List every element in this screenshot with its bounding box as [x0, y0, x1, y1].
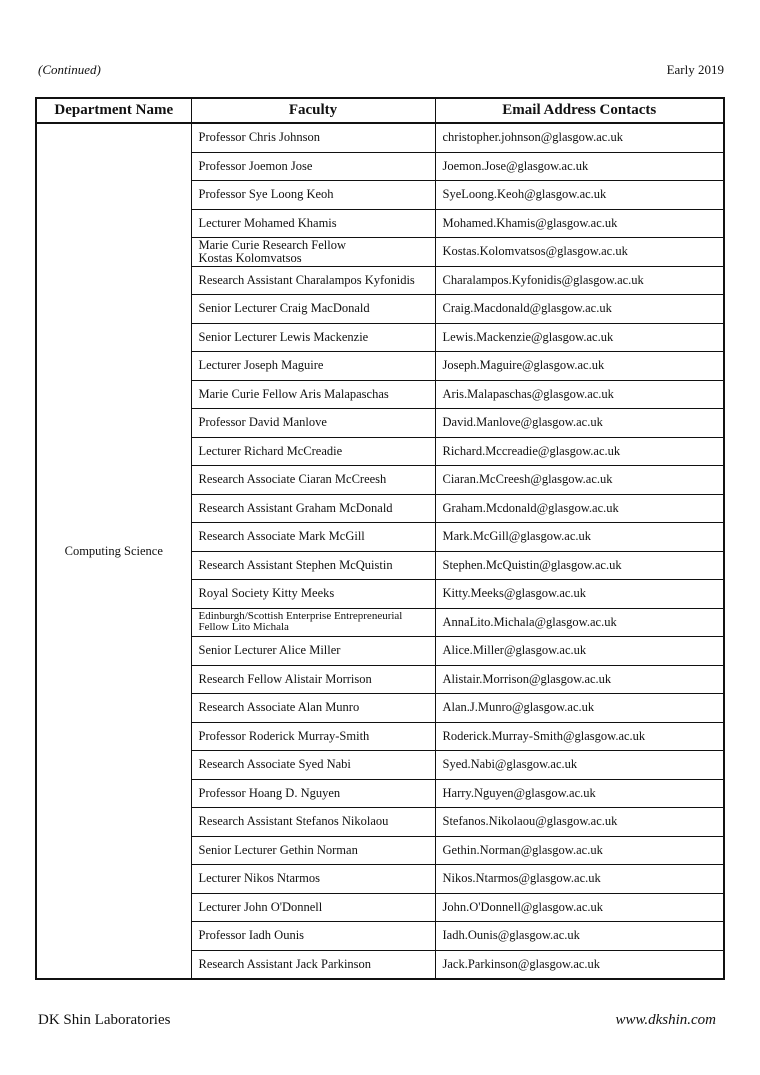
email-cell: Alice.Miller@glasgow.ac.uk	[435, 637, 724, 666]
column-header-faculty: Faculty	[191, 98, 435, 123]
email-cell: Alan.J.Munro@glasgow.ac.uk	[435, 694, 724, 723]
faculty-cell: Lecturer Nikos Ntarmos	[191, 865, 435, 894]
faculty-cell: Professor Chris Johnson	[191, 123, 435, 152]
column-header-department: Department Name	[36, 98, 191, 123]
table-row	[36, 123, 724, 152]
email-cell: Mohamed.Khamis@glasgow.ac.uk	[435, 209, 724, 238]
faculty-cell: Professor Joemon Jose	[191, 152, 435, 181]
email-cell: Iadh.Ounis@glasgow.ac.uk	[435, 922, 724, 951]
email-cell: Lewis.Mackenzie@glasgow.ac.uk	[435, 323, 724, 352]
email-cell: Nikos.Ntarmos@glasgow.ac.uk	[435, 865, 724, 894]
email-cell: Charalampos.Kyfonidis@glasgow.ac.uk	[435, 266, 724, 295]
column-header-email: Email Address Contacts	[435, 98, 724, 123]
faculty-cell: Lecturer Richard McCreadie	[191, 437, 435, 466]
table-body	[36, 123, 724, 979]
email-cell: Aris.Malapaschas@glasgow.ac.uk	[435, 380, 724, 409]
email-cell: John.O'Donnell@glasgow.ac.uk	[435, 893, 724, 922]
faculty-cell: Research Assistant Stefanos Nikolaou	[191, 808, 435, 837]
email-cell: Joemon.Jose@glasgow.ac.uk	[435, 152, 724, 181]
email-cell: SyeLoong.Keoh@glasgow.ac.uk	[435, 181, 724, 210]
email-cell: AnnaLito.Michala@glasgow.ac.uk	[435, 608, 724, 637]
faculty-cell: Marie Curie Fellow Aris Malapaschas	[191, 380, 435, 409]
email-cell: Alistair.Morrison@glasgow.ac.uk	[435, 665, 724, 694]
email-cell: Mark.McGill@glasgow.ac.uk	[435, 523, 724, 552]
faculty-cell: Professor Roderick Murray-Smith	[191, 722, 435, 751]
faculty-cell: Lecturer Joseph Maguire	[191, 352, 435, 381]
faculty-cell: Research Assistant Stephen McQuistin	[191, 551, 435, 580]
continued-label: (Continued)	[38, 62, 101, 77]
faculty-cell: Marie Curie Research Fellow Kostas Kolomvatsos	[191, 238, 435, 267]
faculty-cell: Research Assistant Charalampos Kyfonidis	[191, 266, 435, 295]
table-header-row	[36, 98, 724, 123]
email-cell: christopher.johnson@glasgow.ac.uk	[435, 123, 724, 152]
faculty-cell: Professor David Manlove	[191, 409, 435, 438]
faculty-cell: Professor Iadh Ounis	[191, 922, 435, 951]
email-cell: Jack.Parkinson@glasgow.ac.uk	[435, 950, 724, 979]
faculty-cell: Lecturer Mohamed Khamis	[191, 209, 435, 238]
faculty-cell: Research Associate Mark McGill	[191, 523, 435, 552]
email-cell: David.Manlove@glasgow.ac.uk	[435, 409, 724, 438]
faculty-cell: Lecturer John O'Donnell	[191, 893, 435, 922]
faculty-contacts-table	[35, 97, 725, 980]
email-cell: Roderick.Murray-Smith@glasgow.ac.uk	[435, 722, 724, 751]
date-label: Early 2019	[666, 62, 724, 77]
email-cell: Stefanos.Nikolaou@glasgow.ac.uk	[435, 808, 724, 837]
faculty-cell: Senior Lecturer Lewis Mackenzie	[191, 323, 435, 352]
faculty-cell: Senior Lecturer Gethin Norman	[191, 836, 435, 865]
email-cell: Craig.Macdonald@glasgow.ac.uk	[435, 295, 724, 324]
faculty-cell: Research Assistant Graham McDonald	[191, 494, 435, 523]
faculty-cell: Senior Lecturer Craig MacDonald	[191, 295, 435, 324]
footer-website: www.dkshin.com	[615, 1012, 716, 1028]
faculty-cell: Research Associate Ciaran McCreesh	[191, 466, 435, 495]
footer-lab-name: DK Shin Laboratories	[38, 1012, 171, 1028]
faculty-cell: Research Assistant Jack Parkinson	[191, 950, 435, 979]
email-cell: Syed.Nabi@glasgow.ac.uk	[435, 751, 724, 780]
faculty-cell: Senior Lecturer Alice Miller	[191, 637, 435, 666]
faculty-cell: Royal Society Kitty Meeks	[191, 580, 435, 609]
faculty-cell: Research Associate Syed Nabi	[191, 751, 435, 780]
email-cell: Gethin.Norman@glasgow.ac.uk	[435, 836, 724, 865]
faculty-cell: Professor Sye Loong Keoh	[191, 181, 435, 210]
email-cell: Kostas.Kolomvatsos@glasgow.ac.uk	[435, 238, 724, 267]
email-cell: Joseph.Maguire@glasgow.ac.uk	[435, 352, 724, 381]
email-cell: Harry.Nguyen@glasgow.ac.uk	[435, 779, 724, 808]
email-cell: Stephen.McQuistin@glasgow.ac.uk	[435, 551, 724, 580]
email-cell: Graham.Mcdonald@glasgow.ac.uk	[435, 494, 724, 523]
faculty-cell: Research Associate Alan Munro	[191, 694, 435, 723]
faculty-cell: Research Fellow Alistair Morrison	[191, 665, 435, 694]
email-cell: Richard.Mccreadie@glasgow.ac.uk	[435, 437, 724, 466]
email-cell: Kitty.Meeks@glasgow.ac.uk	[435, 580, 724, 609]
faculty-cell: Professor Hoang D. Nguyen	[191, 779, 435, 808]
faculty-cell: Edinburgh/Scottish Enterprise Entrepreneurial Fellow Lito Michala	[191, 608, 435, 637]
department-name-cell: Computing Science	[36, 123, 191, 979]
email-cell: Ciaran.McCreesh@glasgow.ac.uk	[435, 466, 724, 495]
